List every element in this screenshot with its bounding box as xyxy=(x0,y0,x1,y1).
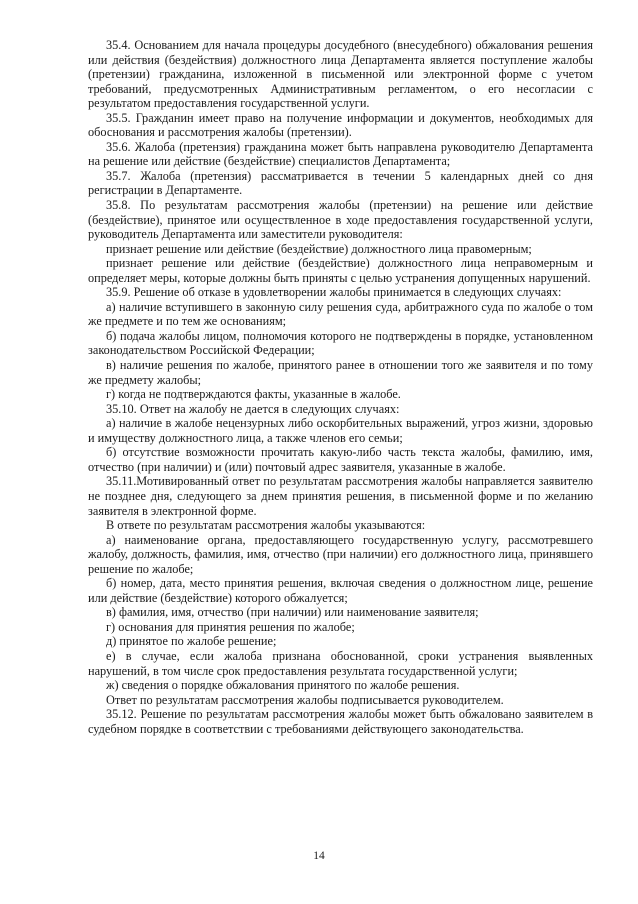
paragraph-35-9-a: а) наличие вступившего в законную силу решения суда, арбитражного суда по жалобе о том же предмете и по тем же основаниям; xyxy=(88,299,593,329)
paragraph-answer-signature: Ответ по результатам рассмотрения жалобы подписывается руководителем. xyxy=(106,692,504,707)
paragraph-35-10-b: б) отсутствие возможности прочитать какую-либо часть текста жалобы, фамилию, имя, отчество (при наличии) и (или) почтовый адрес заявителя, указанные в жалобе. xyxy=(88,445,593,474)
paragraph-35-9-v: в) наличие решения по жалобе, принятого ранее в отношении того же заявителя и по тому же предмету жалобы; xyxy=(88,358,593,387)
paragraph-35-8-item-2: признает решение или действие (бездействие) должностного лица неправомерным и определяет меры, которые должны быть приняты с целью устранения допущенных нарушений. xyxy=(88,256,593,285)
paragraph-35-5: 35.5. Гражданин имеет право на получение информации и документов, необходимых для обоснования и рассмотрения жалобы (претензии). xyxy=(88,110,593,140)
paragraph-answer-a: а) наименование органа, предоставляющего государственную услугу, рассмотревшего жалобу, должность, фамилия, имя, отчество (при наличии) его должностного лица, принявшего решение по жалобе; xyxy=(88,532,593,576)
paragraph-35-11: 35.11.Мотивированный ответ по результатам рассмотрения жалобы направляется заявителю не позднее дня, следующего за днем принятия решения, в письменной форме и по желанию заявителя в электронной форме. xyxy=(88,474,593,518)
document-body xyxy=(88,38,593,736)
paragraph-answer-b: б) номер, дата, место принятия решения, включая сведения о должностном лице, решение или действие (бездействие) которого обжалуется; xyxy=(88,576,593,605)
paragraph-answer-e: е) в случае, если жалоба признана обоснованной, сроки устранения выявленных нарушений, в том числе срок предоставления результата государственной услуги; xyxy=(88,648,593,678)
paragraph-answer-v: в) фамилия, имя, отчество (при наличии) или наименование заявителя; xyxy=(106,605,479,620)
paragraph-answer-contents: В ответе по результатам рассмотрения жалобы указываются: xyxy=(106,518,426,533)
paragraph-35-12: 35.12. Решение по результатам рассмотрения жалобы может быть обжаловано заявителем в судебном порядке в соответствии с требованиями действующего законодательства. xyxy=(88,707,593,736)
paragraph-35-10-a: а) наличие в жалобе нецензурных либо оскорбительных выражений, угроз жизни, здоровью и имуществу должностного лица, а также членов его семьи; xyxy=(88,416,593,445)
paragraph-35-7: 35.7. Жалоба (претензия) рассматривается в течении 5 календарных дней со дня регистрации в Департаменте. xyxy=(88,168,593,198)
paragraph-35-9-g: г) когда не подтверждаются факты, указанные в жалобе. xyxy=(106,387,401,402)
paragraph-35-9-b: б) подача жалобы лицом, полномочия которого не подтверждены в порядке, установленном законодательством Российской Федерации; xyxy=(88,328,593,358)
paragraph-35-8: 35.8. По результатам рассмотрения жалобы (претензии) на решение или действие (бездействие), принятое или осуществленное в ходе предоставления государственной услуги, руководитель Департамента или заместители руководителя: xyxy=(88,198,593,242)
paragraph-35-10: 35.10. Ответ на жалобу не дается в следующих случаях: xyxy=(106,401,400,416)
paragraph-35-6: 35.6. Жалоба (претензия) гражданина может быть направлена руководителю Департамента на решение или действие (бездействие) специалистов Департамента; xyxy=(88,139,593,169)
page-number: 14 xyxy=(313,850,325,862)
paragraph-answer-g: г) основания для принятия решения по жалобе; xyxy=(106,619,355,634)
paragraph-35-8-item-1: признает решение или действие (бездействие) должностного лица правомерным; xyxy=(106,241,532,256)
paragraph-35-4: 35.4. Основанием для начала процедуры досудебного (внесудебного) обжалования решения или действия (бездействия) должностного лица Департамента является поступление жалобы (претензии) гражданина, изложенной в письменной или электронной форме с учетом требований, предусмотренных Административным регламентом, о его несогласии с результатом предоставления государственной услуги. xyxy=(88,38,593,111)
paragraph-answer-d: д) принятое по жалобе решение; xyxy=(106,634,277,649)
paragraph-answer-zh: ж) сведения о порядке обжалования принятого по жалобе решения. xyxy=(106,678,460,693)
paragraph-35-9: 35.9. Решение об отказе в удовлетворении жалобы принимается в следующих случаях: xyxy=(106,285,562,300)
